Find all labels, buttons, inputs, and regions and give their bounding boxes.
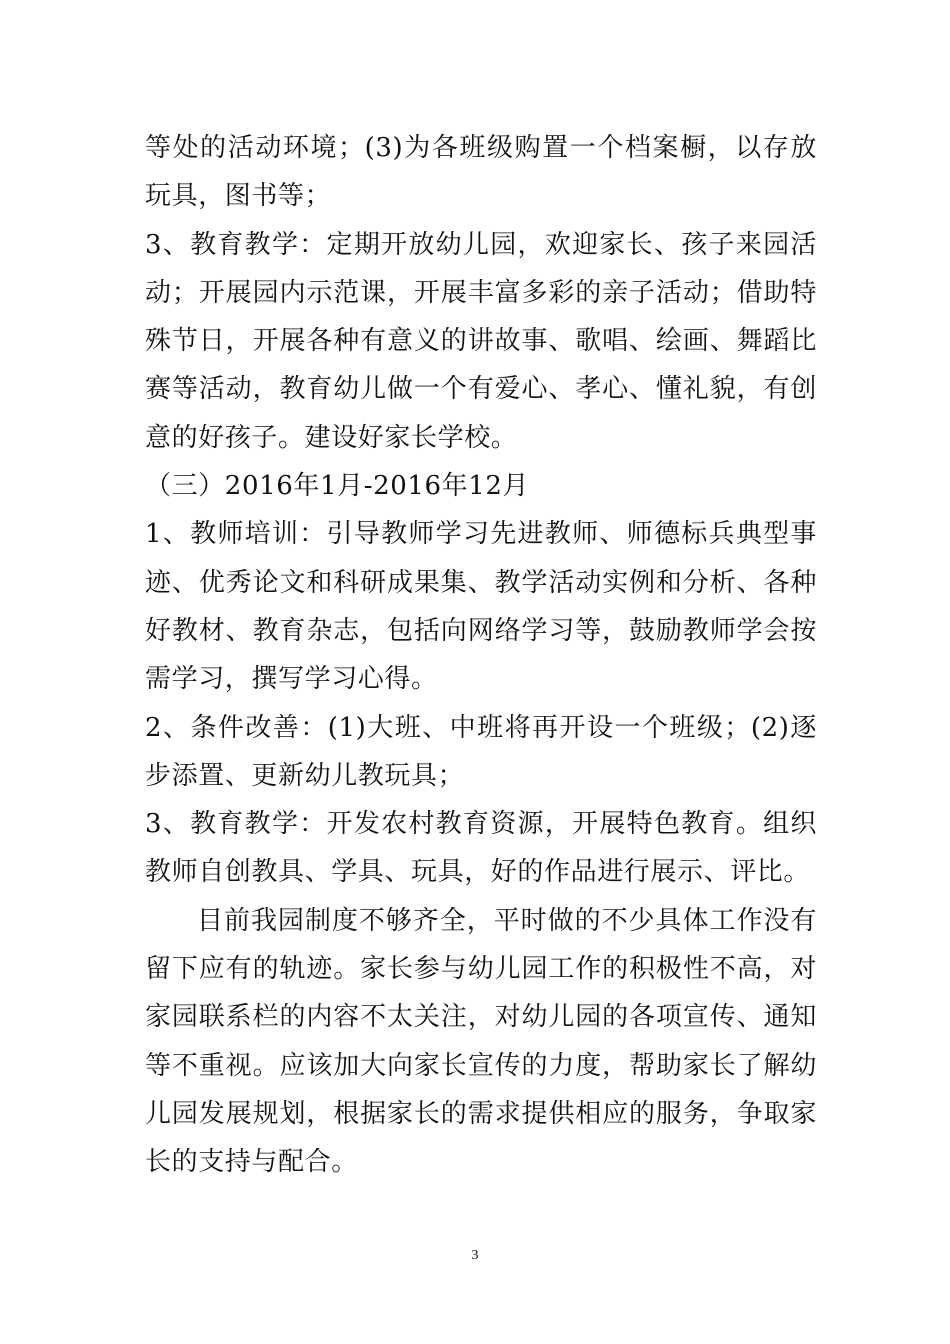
page-number: 3 [471,1248,479,1263]
paragraph-environment-continued: 等处的活动环境；(3)为各班级购置一个档案橱，以存放玩具，图书等； [145,133,817,212]
paragraph-current-problems: 目前我园制度不够齐全，平时做的不少具体工作没有留下应有的轨迹。家长参与幼儿园工作的积极性不高，对家园联系栏的内容不太关注，对幼儿园的各项宣传、通知等不重视。应该加大向家长宣传的力度，帮助家长了解幼儿园发展规划，根据家长的需求提供相应的服务，争取家长的支持与配合。 [145,905,817,1178]
section-heading-2016: （三）2016年1月-2016年12月 [145,471,530,502]
paragraph-teacher-training: 1、教师培训：引导教师学习先进教师、师德标兵典型事迹、优秀论文和科研成果集、教学活动实例和分析、各种好教材、教育杂志，包括向网络学习等，鼓励教师学会按需学习，撰写学习心得。 [145,519,817,695]
paragraph-conditions-improvement: 2、条件改善：(1)大班、中班将再开设一个班级；(2)逐步添置、更新幼儿教玩具； [145,712,817,791]
paragraph-teaching-2015: 3、教育教学：定期开放幼儿园，欢迎家长、孩子来园活动；开展园内示范课，开展丰富多彩的亲子活动；借助特殊节日，开展各种有意义的讲故事、歌唱、绘画、舞蹈比赛等活动，教育幼儿做一个有爱心、孝心、懂礼貌，有创意的好孩子。建设好家长学校。 [145,229,817,453]
paragraph-teaching-2016: 3、教育教学：开发农村教育资源，开展特色教育。组织教师自创教具、学具、玩具，好的作品进行展示、评比。 [145,809,817,888]
page-body [145,124,817,1187]
